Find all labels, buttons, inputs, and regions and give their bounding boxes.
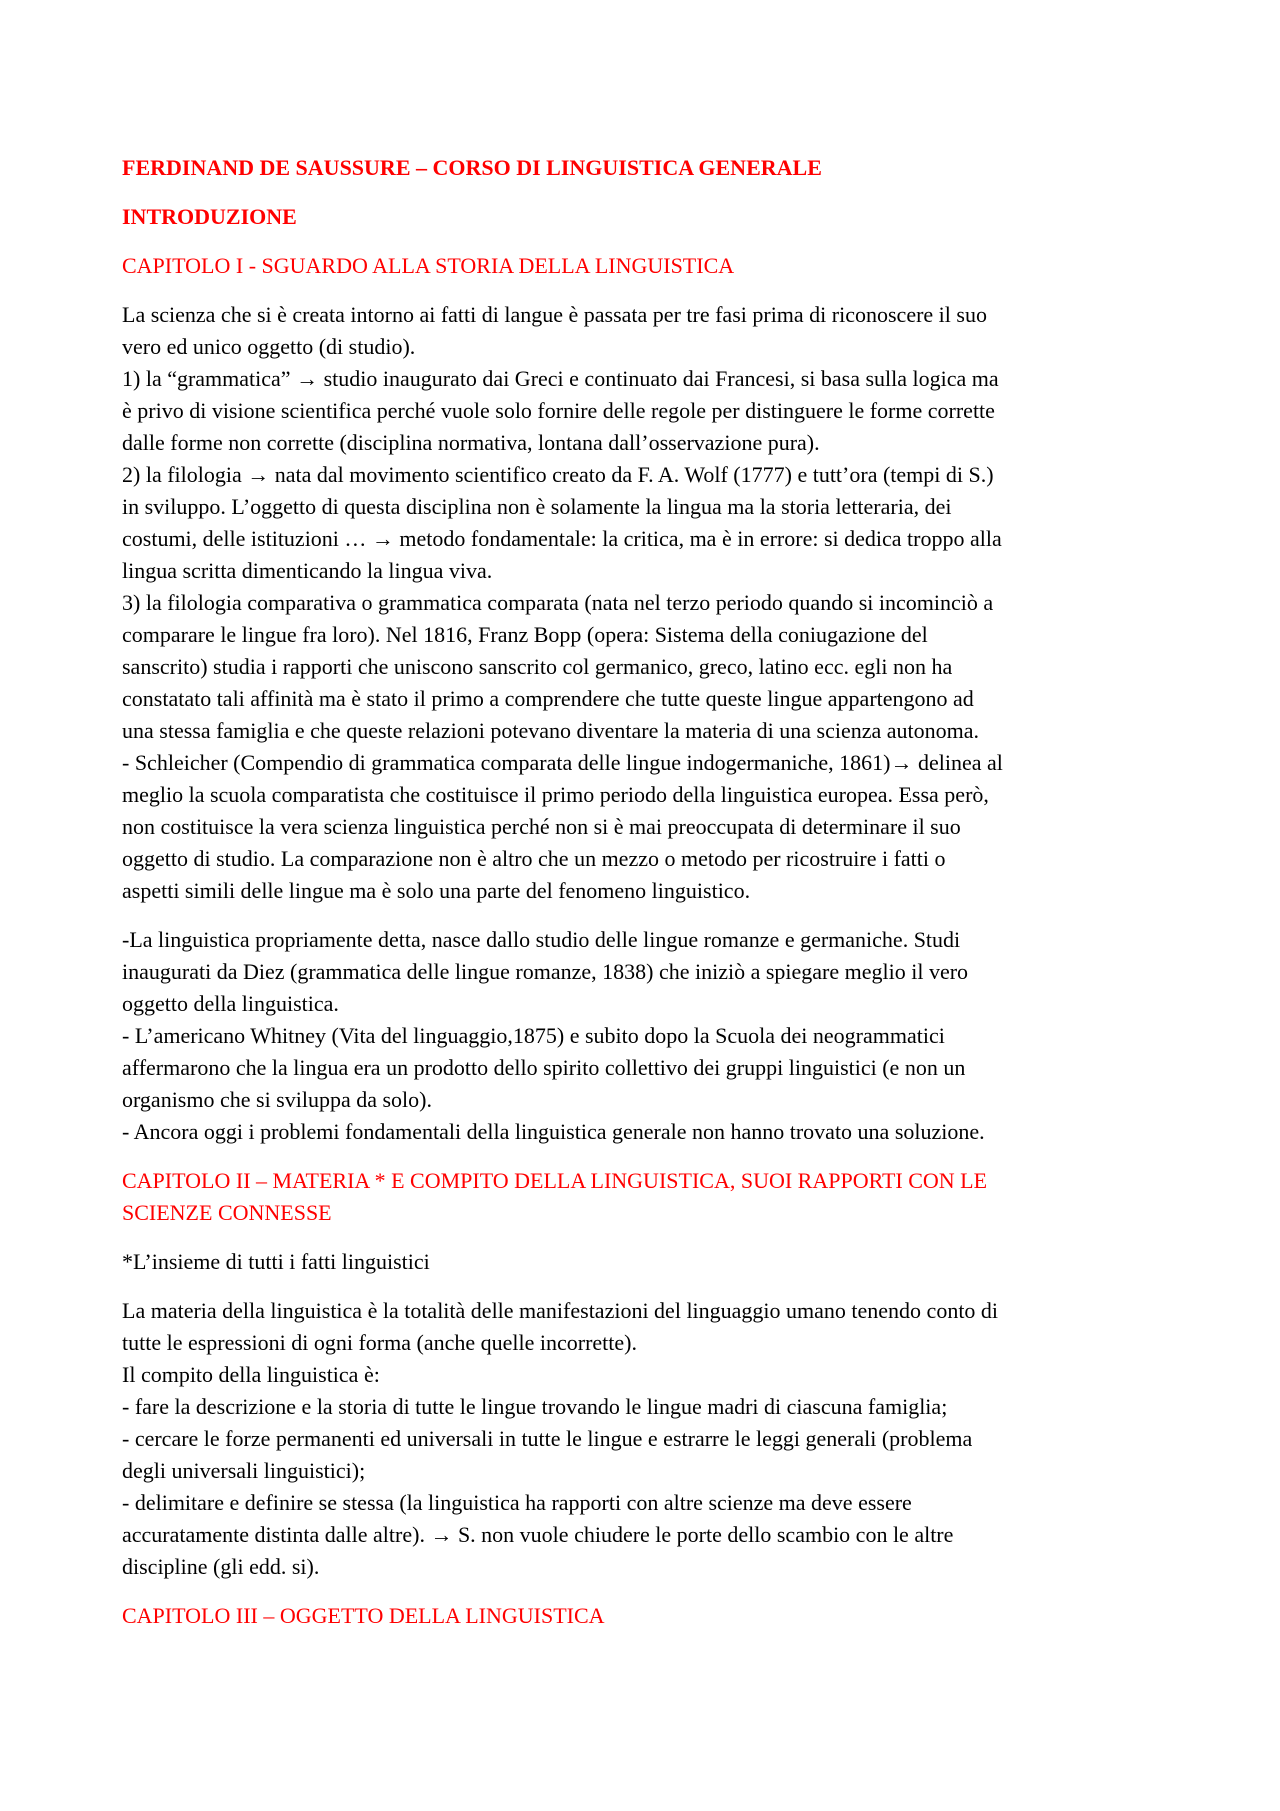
- chapter-1-title: CAPITOLO I - SGUARDO ALLA STORIA DELLA LINGUISTICA: [122, 253, 735, 278]
- text-line: constatato tali affinità ma è stato il primo a comprendere che tutte queste lingue appartengono ad: [122, 686, 974, 711]
- introduction-heading: [122, 201, 1172, 233]
- text-line: degli universali linguistici);: [122, 1458, 366, 1483]
- text-line: oggetto di studio. La comparazione non è altro che un mezzo o metodo per ricostruire i fatti o: [122, 846, 946, 871]
- text-line: - delimitare e definire se stessa (la linguistica ha rapporti con altre scienze ma deve essere: [122, 1490, 912, 1515]
- text-line: - L’americano Whitney (Vita del linguaggio,1875) e subito dopo la Scuola dei neogrammatici: [122, 1023, 945, 1048]
- text-line: discipline (gli edd. si).: [122, 1554, 320, 1579]
- text-line: accuratamente distinta dalle altre). → S. non vuole chiudere le porte dello scambio con le altre: [122, 1522, 954, 1547]
- text-line: 2) la filologia → nata dal movimento scientifico creato da F. A. Wolf (1777) e tutt’ora (tempi di S.): [122, 462, 994, 487]
- text-line: Il compito della linguistica è:: [122, 1362, 380, 1387]
- chapter-1-paragraph-2: [122, 924, 1172, 1148]
- chapter-2-title-line: CAPITOLO II – MATERIA * E COMPITO DELLA LINGUISTICA, SUOI RAPPORTI CON LE: [122, 1168, 988, 1193]
- text-line: - Ancora oggi i problemi fondamentali della linguistica generale non hanno trovato una soluzione.: [122, 1119, 985, 1144]
- text-line: sanscrito) studia i rapporti che uniscono sanscrito col germanico, greco, latino ecc. egli non ha: [122, 654, 953, 679]
- text-line: -La linguistica propriamente detta, nasce dallo studio delle lingue romanze e germaniche. Studi: [122, 927, 961, 952]
- text-line: affermarono che la lingua era un prodotto dello spirito collettivo dei gruppi linguistici (e non un: [122, 1055, 966, 1080]
- text-line: organismo che si sviluppa da solo).: [122, 1087, 432, 1112]
- asterisk-note: *L’insieme di tutti i fatti linguistici: [122, 1249, 430, 1274]
- text-line: è privo di visione scientifica perché vuole solo fornire delle regole per distinguere le forme corrette: [122, 398, 995, 423]
- text-line: - Schleicher (Compendio di grammatica comparata delle lingue indogermaniche, 1861)→ delinea al: [122, 750, 1003, 775]
- chapter-1-paragraph-1: [122, 299, 1172, 907]
- text-line: - cercare le forze permanenti ed universali in tutte le lingue e estrarre le leggi generali (problema: [122, 1426, 973, 1451]
- text-line: tutte le espressioni di ogni forma (anche quelle incorrette).: [122, 1330, 637, 1355]
- text-line: oggetto della linguistica.: [122, 991, 339, 1016]
- document-page: [122, 152, 1172, 1649]
- intro-label: INTRODUZIONE: [122, 204, 297, 229]
- chapter-2-heading: [122, 1165, 1172, 1229]
- text-line: costumi, delle istituzioni … → metodo fondamentale: la critica, ma è in errore: si dedica troppo alla: [122, 526, 1002, 551]
- document-title: [122, 152, 1172, 184]
- text-line: dalle forme non corrette (disciplina normativa, lontana dall’osservazione pura).: [122, 430, 820, 455]
- text-line: inaugurati da Diez (grammatica delle lingue romanze, 1838) che iniziò a spiegare meglio il vero: [122, 959, 969, 984]
- text-line: comparare le lingue fra loro). Nel 1816, Franz Bopp (opera: Sistema della coniugazione del: [122, 622, 928, 647]
- text-line: una stessa famiglia e che queste relazioni potevano diventare la materia di una scienza autonoma.: [122, 718, 980, 743]
- text-line: meglio la scuola comparatista che costituisce il primo periodo della linguistica europea. Essa però,: [122, 782, 989, 807]
- text-line: in sviluppo. L’oggetto di questa disciplina non è solamente la lingua ma la storia letteraria, dei: [122, 494, 952, 519]
- chapter-2-paragraph-1: [122, 1295, 1172, 1583]
- text-line: - fare la descrizione e la storia di tutte le lingue trovando le lingue madri di ciascuna famiglia;: [122, 1394, 948, 1419]
- chapter-2-footnote: [122, 1246, 1172, 1278]
- text-line: La scienza che si è creata intorno ai fatti di langue è passata per tre fasi prima di riconoscere il suo: [122, 302, 987, 327]
- chapter-2-title-line: SCIENZE CONNESSE: [122, 1200, 332, 1225]
- text-line: aspetti simili delle lingue ma è solo una parte del fenomeno linguistico.: [122, 878, 751, 903]
- text-line: 3) la filologia comparativa o grammatica comparata (nata nel terzo periodo quando si incominciò a: [122, 590, 994, 615]
- chapter-3-title: CAPITOLO III – OGGETTO DELLA LINGUISTICA: [122, 1603, 605, 1628]
- chapter-3-heading: [122, 1600, 1172, 1632]
- main-title: FERDINAND DE SAUSSURE – CORSO DI LINGUISTICA GENERALE: [122, 155, 822, 180]
- text-line: non costituisce la vera scienza linguistica perché non si è mai preoccupata di determinare il suo: [122, 814, 961, 839]
- chapter-1-heading: [122, 250, 1172, 282]
- text-line: vero ed unico oggetto (di studio).: [122, 334, 416, 359]
- text-line: lingua scritta dimenticando la lingua viva.: [122, 558, 493, 583]
- text-line: La materia della linguistica è la totalità delle manifestazioni del linguaggio umano tenendo conto di: [122, 1298, 999, 1323]
- text-line: 1) la “grammatica” → studio inaugurato dai Greci e continuato dai Francesi, si basa sulla logica ma: [122, 366, 999, 391]
